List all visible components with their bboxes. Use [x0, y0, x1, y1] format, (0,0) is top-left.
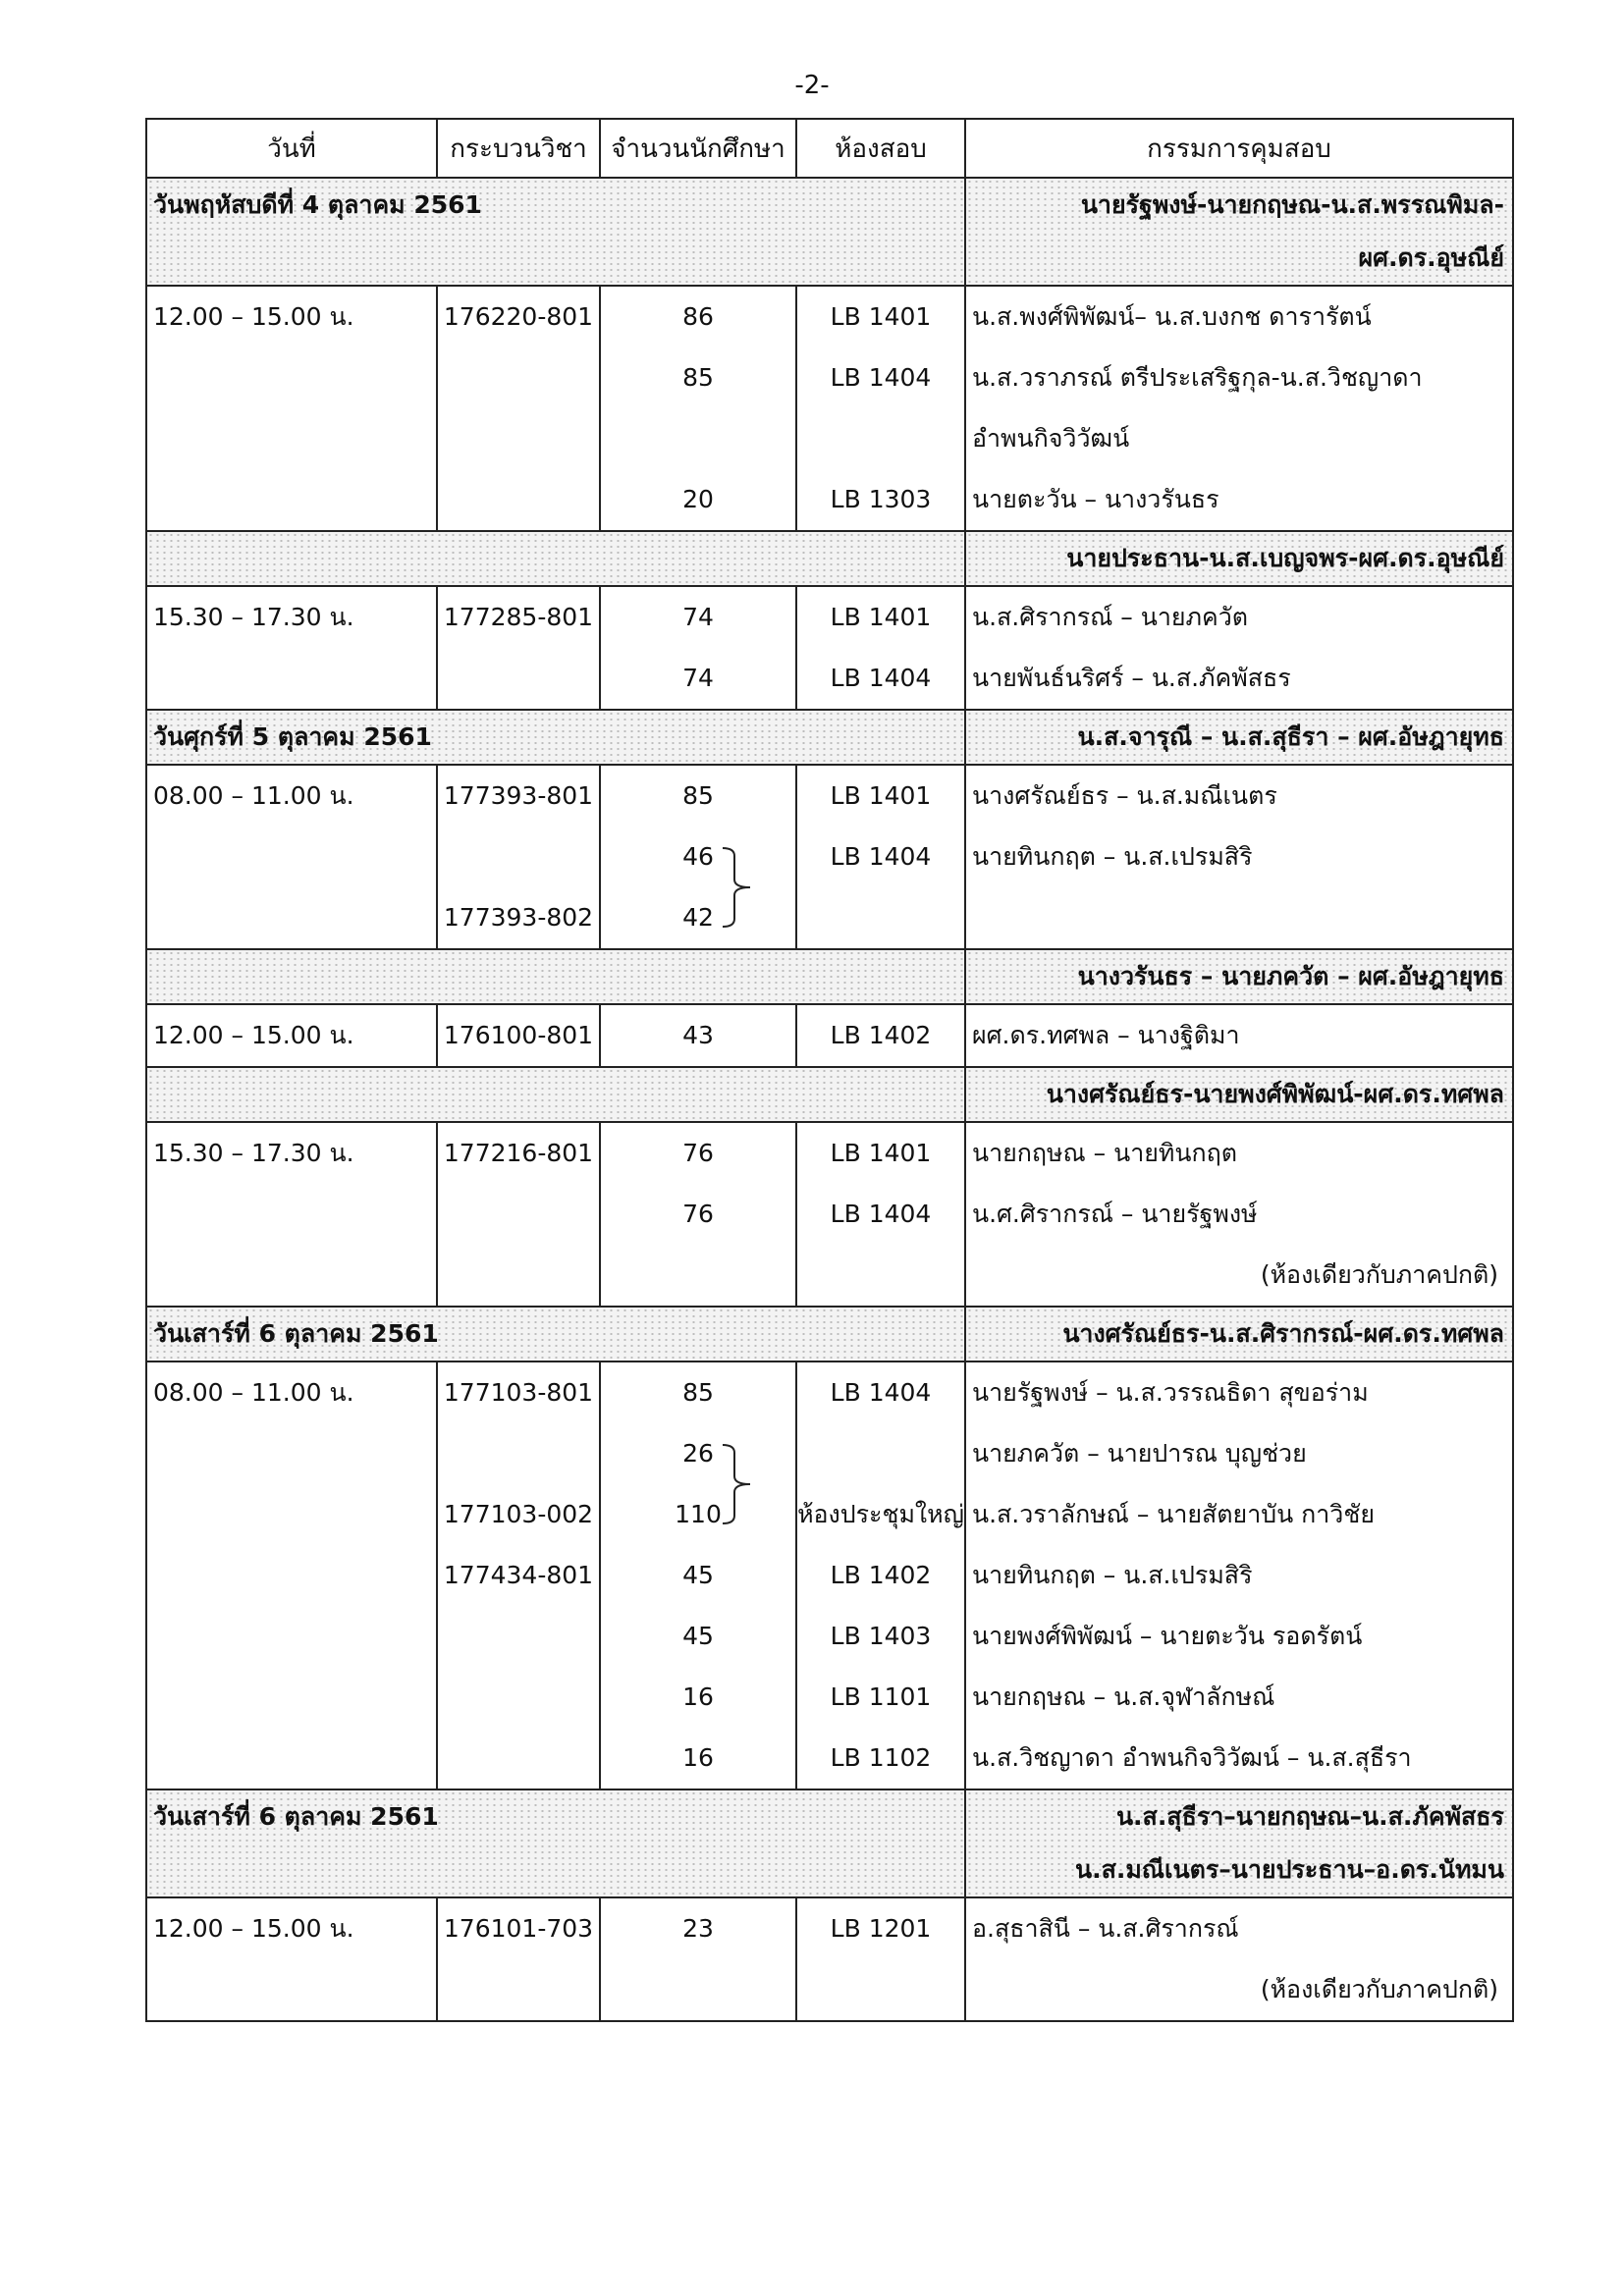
committee-header-line: น.ส.มณีเนตร–นายประธาน–อ.ดร.นัทมน [1074, 1855, 1504, 1884]
committee-line: นายกฤษณ – นายทินกฤต [972, 1139, 1237, 1167]
room-cell [796, 1004, 965, 1067]
students-line: 45 [682, 1622, 714, 1650]
section-line: 176220-801 [443, 302, 594, 331]
committee-cell [965, 586, 1513, 710]
time-cell [146, 1004, 437, 1067]
room-line: LB 1404 [830, 1378, 932, 1407]
committee-line: (ห้องเดียวกับภาคปกติ) [1260, 1260, 1498, 1289]
committee-header-cell [965, 949, 1513, 1004]
time-text: 15.30 – 17.30 น. [153, 1139, 354, 1167]
room-line: LB 1303 [830, 485, 932, 513]
room-line [797, 887, 964, 948]
page-number: -2- [794, 71, 830, 100]
students-cell [600, 1122, 796, 1307]
exam-schedule-table [145, 118, 1514, 2022]
students-line: 74 [682, 664, 714, 692]
committee-header-line: นางศรัณย์ธร-นายพงศ์พิพัฒน์-ผศ.ดร.ทศพล [1046, 1080, 1504, 1108]
students-line: 76 [682, 1139, 714, 1167]
section-line: 176100-801 [443, 1021, 594, 1049]
combine-brace [721, 846, 756, 929]
committee-header-cell [965, 178, 1513, 286]
section-cell [437, 1122, 600, 1307]
section-cell [437, 586, 600, 710]
students-line: 26 [682, 1439, 714, 1468]
students-line [601, 1959, 795, 2020]
students-line: 20 [682, 485, 714, 513]
students-line: 23 [682, 1914, 714, 1943]
date-header-row [146, 178, 1513, 286]
section-line [438, 1184, 599, 1245]
time-text: 12.00 – 15.00 น. [153, 1914, 354, 1943]
section-cell [437, 286, 600, 531]
date-header-text [147, 950, 964, 1003]
room-line: LB 1201 [830, 1914, 932, 1943]
section-line [438, 408, 599, 469]
room-cell [796, 765, 965, 949]
date-header-cell [146, 710, 965, 765]
committee-header-cell [965, 1307, 1513, 1362]
students-line: 85 [682, 781, 714, 810]
students-cell [600, 286, 796, 531]
students-line: 74 [682, 603, 714, 631]
section-line [438, 1423, 599, 1484]
time-slot-row [146, 286, 1513, 531]
section-line [438, 1728, 599, 1789]
students-cell [600, 765, 796, 949]
room-line: LB 1404 [830, 363, 932, 392]
time-slot-row [146, 586, 1513, 710]
section-line [438, 1245, 599, 1306]
time-text: 12.00 – 15.00 น. [153, 1021, 354, 1049]
time-text: 12.00 – 15.00 น. [153, 302, 354, 331]
committee-line: อำพนกิจวิวัฒน์ [972, 424, 1130, 453]
section-line: 177103-002 [443, 1500, 594, 1528]
committee-cell [965, 1004, 1513, 1067]
date-header-cell [146, 531, 965, 586]
room-line: LB 1401 [830, 302, 932, 331]
room-line [797, 1959, 964, 2020]
room-line: LB 1401 [830, 1139, 932, 1167]
committee-cell [965, 1362, 1513, 1789]
date-header-text: วันเสาร์ที่ 6 ตุลาคม 2561 [153, 1319, 439, 1348]
date-header-row [146, 1789, 1513, 1897]
students-line: 42 [682, 903, 714, 932]
room-cell [796, 1122, 965, 1307]
section-line [438, 648, 599, 709]
committee-line: ผศ.ดร.ทศพล – นางฐิติมา [972, 1021, 1240, 1049]
committee-line: นางศรัณย์ธร – น.ส.มณีเนตร [972, 781, 1277, 810]
students-line: 16 [682, 1682, 714, 1711]
committee-header-cell [965, 531, 1513, 586]
time-text: 15.30 – 17.30 น. [153, 603, 354, 631]
students-cell [600, 1004, 796, 1067]
students-line: 16 [682, 1743, 714, 1772]
table-header-row [146, 119, 1513, 178]
room-line: LB 1404 [830, 842, 932, 871]
time-cell [146, 1122, 437, 1307]
room-line [797, 1245, 964, 1306]
section-line [438, 347, 599, 408]
time-slot-row [146, 1122, 1513, 1307]
time-cell [146, 765, 437, 949]
section-line [438, 1606, 599, 1667]
combine-brace [721, 1443, 756, 1525]
committee-cell [965, 765, 1513, 949]
students-line [601, 1245, 795, 1306]
students-cell [600, 1362, 796, 1789]
date-header-cell [146, 1067, 965, 1122]
section-cell [437, 1362, 600, 1789]
committee-header-line: นายรัฐพงษ์-นายกฤษณ-น.ส.พรรณพิมล- [1080, 190, 1504, 219]
committee-cell [965, 1122, 1513, 1307]
committee-line: น.ส.วิชญาดา อำพนกิจวิวัฒน์ – น.ส.สุธีรา [972, 1743, 1412, 1772]
students-line: 110 [675, 1500, 722, 1528]
section-line: 177393-801 [443, 781, 594, 810]
date-header-row [146, 1307, 1513, 1362]
committee-line: นายทินกฤต – น.ส.เปรมสิริ [972, 842, 1253, 871]
room-line: LB 1102 [830, 1743, 932, 1772]
committee-header-line: น.ส.สุธีรา–นายกฤษณ–น.ส.ภัคพัสธร [1115, 1802, 1504, 1831]
room-cell [796, 586, 965, 710]
time-slot-row [146, 1897, 1513, 2021]
committee-header-line: นางศรัณย์ธร-น.ส.ศิรากรณ์-ผศ.ดร.ทศพล [1062, 1319, 1504, 1348]
committee-line: นายภควัต – นายปารณ บุญช่วย [972, 1439, 1307, 1468]
committee-header-line: ผศ.ดร.อุษณีย์ [1358, 243, 1504, 272]
committee-line: น.ส.วราภรณ์ ตรีประเสริฐกุล-น.ส.วิชญาดา [972, 363, 1423, 392]
committee-header-cell [965, 710, 1513, 765]
committee-line: อ.สุธาสินี – น.ส.ศิรากรณ์ [972, 1914, 1239, 1943]
room-line: LB 1401 [830, 603, 932, 631]
date-header-cell [146, 949, 965, 1004]
students-line: 85 [682, 1378, 714, 1407]
committee-cell [965, 286, 1513, 531]
committee-line: นายทินกฤต – น.ส.เปรมสิริ [972, 1561, 1253, 1589]
header-students: จำนวนนักศึกษา [600, 119, 796, 178]
section-cell [437, 765, 600, 949]
date-header-row [146, 710, 1513, 765]
room-line: LB 1403 [830, 1622, 932, 1650]
committee-cell [965, 1897, 1513, 2021]
section-line: 176101-703 [443, 1914, 594, 1943]
committee-line: (ห้องเดียวกับภาคปกติ) [1260, 1975, 1498, 2003]
time-slot-row [146, 765, 1513, 949]
section-line: 177103-801 [443, 1378, 594, 1407]
header-section: กระบวนวิชา [437, 119, 600, 178]
room-line [797, 408, 964, 469]
time-slot-row [146, 1004, 1513, 1067]
section-line: 177285-801 [443, 603, 594, 631]
table-body [146, 178, 1513, 2021]
time-cell [146, 1362, 437, 1789]
committee-line: น.ศ.ศิรากรณ์ – นายรัฐพงษ์ [972, 1200, 1258, 1228]
room-cell [796, 1362, 965, 1789]
section-line [438, 1667, 599, 1728]
section-line: 177434-801 [443, 1561, 594, 1589]
time-cell [146, 286, 437, 531]
students-line: 86 [682, 302, 714, 331]
section-line [438, 827, 599, 887]
committee-header-line: นางวรันธร – นายภควัต – ผศ.อัษฎายุทธ [1077, 962, 1504, 990]
room-line: LB 1404 [830, 1200, 932, 1228]
section-cell [437, 1004, 600, 1067]
room-line [797, 1423, 964, 1484]
committee-line: นายพงศ์พิพัฒน์ – นายตะวัน รอดรัตน์ [972, 1622, 1363, 1650]
time-slot-row [146, 1362, 1513, 1789]
students-line [601, 408, 795, 469]
committee-header-cell [965, 1789, 1513, 1897]
committee-line: นายพันธ์นริศร์ – น.ส.ภัคพัสธร [972, 664, 1291, 692]
time-cell [146, 1897, 437, 2021]
room-line: LB 1401 [830, 781, 932, 810]
date-header-text: วันเสาร์ที่ 6 ตุลาคม 2561 [153, 1802, 439, 1831]
room-cell [796, 1897, 965, 2021]
date-header-text: วันศุกร์ที่ 5 ตุลาคม 2561 [153, 722, 432, 751]
committee-line: นายตะวัน – นางวรันธร [972, 485, 1219, 513]
students-line: 45 [682, 1561, 714, 1589]
students-cell [600, 1897, 796, 2021]
room-line: LB 1404 [830, 664, 932, 692]
date-header-row [146, 531, 1513, 586]
committee-line: น.ส.ศิรากรณ์ – นายภควัต [972, 603, 1248, 631]
room-line: LB 1402 [830, 1021, 932, 1049]
section-line [438, 1959, 599, 2020]
date-header-text [147, 532, 964, 585]
students-line: 46 [682, 842, 714, 871]
room-cell [796, 286, 965, 531]
section-cell [437, 1897, 600, 2021]
time-text: 08.00 – 11.00 น. [153, 781, 354, 810]
committee-line: น.ส.พงศ์พิพัฒน์– น.ส.บงกช ดารารัตน์ [972, 302, 1372, 331]
date-header-text [147, 1068, 964, 1121]
date-header-row [146, 949, 1513, 1004]
date-header-cell [146, 1307, 965, 1362]
committee-header-cell [965, 1067, 1513, 1122]
date-header-cell [146, 1789, 965, 1897]
committee-line: นายรัฐพงษ์ – น.ส.วรรณธิดา สุขอร่าม [972, 1378, 1369, 1407]
room-line: LB 1101 [830, 1682, 932, 1711]
section-line: 177216-801 [443, 1139, 594, 1167]
committee-header-line: น.ส.จารุณี – น.ส.สุธีรา – ผศ.อัษฎายุทธ [1077, 722, 1504, 751]
committee-line [966, 887, 1512, 948]
students-cell [600, 586, 796, 710]
section-line [438, 469, 599, 530]
students-line: 43 [682, 1021, 714, 1049]
committee-line: น.ส.วราลักษณ์ – นายสัตยาบัน กาวิชัย [972, 1500, 1375, 1528]
committee-header-line: นายประธาน-น.ส.เบญจพร-ผศ.ดร.อุษณีย์ [1066, 544, 1504, 572]
date-header-cell [146, 178, 965, 286]
header-room: ห้องสอบ [796, 119, 965, 178]
room-line: ห้องประชุมใหญ่ [797, 1500, 964, 1528]
time-text: 08.00 – 11.00 น. [153, 1378, 354, 1407]
header-committee: กรรมการคุมสอบ [965, 119, 1513, 178]
students-line: 85 [682, 363, 714, 392]
date-header-text: วันพฤหัสบดีที่ 4 ตุลาคม 2561 [153, 190, 482, 219]
date-header-row [146, 1067, 1513, 1122]
committee-line: นายกฤษณ – น.ส.จุฬาลักษณ์ [972, 1682, 1275, 1711]
header-date: วันที่ [146, 119, 437, 178]
room-line: LB 1402 [830, 1561, 932, 1589]
time-cell [146, 586, 437, 710]
students-line: 76 [682, 1200, 714, 1228]
section-line: 177393-802 [443, 903, 594, 932]
